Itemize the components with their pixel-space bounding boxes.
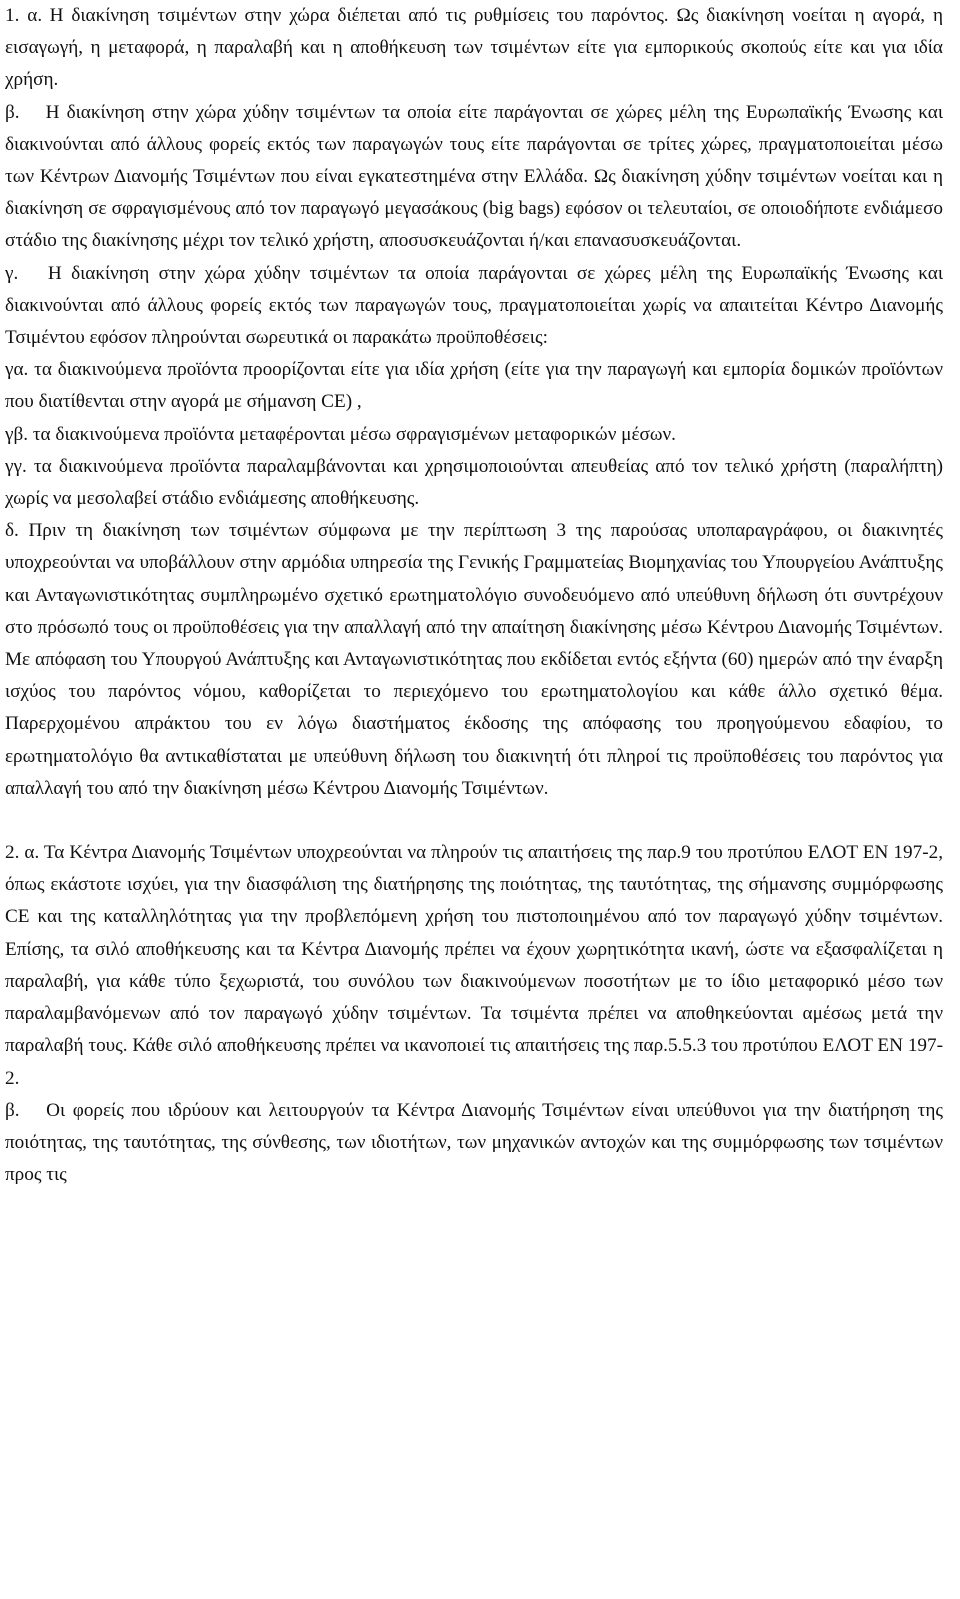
paragraph-1c-a — [5, 354, 943, 418]
paragraph-text: Πριν τη διακίνηση των τσιμέντων σύμφωνα με την περίπτωση 3 της παρούσας υποπαραγράφου, οι διακινητές υποχρεούνται να υποβάλλουν στην αρμόδια υπηρεσία της Γενικής Γραμματείας Βιομηχανίας του Υπουργείου Ανάπτυξης και Ανταγωνιστικότητας συμπληρωμένο σχετικό ερωτηματολόγιο συνοδευόμενο από υπεύθυνη δήλωση ότι συντρέχουν στο πρόσωπό τους οι προϋποθέσεις για την απαλλαγή από την απαίτηση διακίνησης μέσω Κέντρου Διανομής Τσιμέντων. Με απόφαση του Υπουργού Ανάπτυξης και Ανταγωνιστικότητας που εκδίδεται εντός εξήντα (60) ημερών από την έναρξη ισχύος του παρόντος νόμου, καθορίζεται το περιεχόμενο του ερωτηματολογίου και κάθε άλλο σχετικό θέμα. Παρερχομένου απράκτου του εν λόγω διαστήματος έκδοσης της απόφασης του προηγούμενου εδαφίου, το ερωτηματολόγιο θα αντικαθίσταται με υπεύθυνη δήλωση του διακινητή ότι πληροί τις προϋποθέσεις του παρόντος για απαλλαγή του από την διακίνηση μέσω Κέντρου Διανομής Τσιμέντων. — [5, 520, 944, 799]
paragraph-label: β. — [5, 101, 46, 123]
paragraph-label: γα. — [5, 359, 35, 381]
paragraph-label: 2. α. — [5, 842, 44, 864]
paragraph-1b — [5, 97, 943, 258]
paragraph-1c-c — [5, 451, 943, 515]
paragraph-text: τα διακινούμενα προϊόντα παραλαμβάνονται και χρησιμοποιούνται απευθείας από τον τελικό χρήστη (παραλήπτη) χωρίς να μεσολαβεί στάδιο ενδιάμεσης αποθήκευσης. — [5, 455, 943, 510]
paragraph-text: τα διακινούμενα προϊόντα μεταφέρονται μέσω σφραγισμένων μεταφορικών μέσων. — [32, 423, 676, 445]
paragraph-2b — [5, 1095, 943, 1192]
paragraph-text: τα διακινούμενα προϊόντα προορίζονται είτε για ιδία χρήση (είτε για την παραγωγή και εμπορία δομικών προϊόντων που διατίθενται στην αγορά με σήμανση CE) , — [5, 359, 943, 413]
paragraph-text: Η διακίνηση στην χώρα χύδην τσιμέντων τα οποία παράγονται σε χώρες μέλη της Ευρωπαϊκής Ένωσης και διακινούνται από άλλους φορείς εκτός των παραγωγών τους, πραγματοποιείται χωρίς να απαιτείται Κέντρο Διανομής Τσιμέντου εφόσον πληρούνται σωρευτικά οι παρακάτω προϋποθέσεις: — [5, 262, 943, 349]
paragraph-label: γβ. — [5, 423, 33, 445]
paragraph-1d — [5, 515, 943, 805]
paragraph-2a — [5, 837, 943, 1095]
paragraph-label: 1. α. — [5, 5, 50, 26]
section-gap — [5, 805, 943, 837]
paragraph-1a — [5, 0, 943, 97]
paragraph-label: β. — [5, 1099, 47, 1121]
paragraph-text: Η διακίνηση στην χώρα χύδην τσιμέντων τα οποία είτε παράγονται σε χώρες μέλη της Ευρωπαϊκής Ένωσης και διακινούνται από άλλους φορείς εκτός των παραγωγών τους είτε παράγονται σε τρίτες χώρες, πραγματοποιείται μέσω των Κέντρων Διανομής Τσιμέντων που είναι εγκατεστημένα στην Ελλάδα. Ως διακίνηση χύδην τσιμέντων νοείται και η διακίνηση σε σφραγισμένους από τον παραγωγό μεγασάκους (big bags) εφόσον οι τελευταίοι, σε οποιοδήποτε ενδιάμεσο στάδιο της διακίνησης μέχρι τον τελικό χρήστη, αποσυσκευάζονται ή/και επανασυσκευάζονται. — [5, 101, 943, 252]
paragraph-text: Τα Κέντρα Διανομής Τσιμέντων υποχρεούνται να πληρούν τις απαιτήσεις της παρ.9 του προτύπου ΕΛΟΤ ΕΝ 197-2, όπως εκάστοτε ισχύει, για την διασφάλιση της διατήρησης της ποιότητας, της ταυτότητας, της σήμανσης συμμόρφωσης CE και της καταλληλότητας για την προβλεπόμενη χρήση του πιστοποιημένου από τον παραγωγό χύδην τσιμέντων. Επίσης, τα σιλό αποθήκευσης και τα Κέντρα Διανομής πρέπει να έχουν χωρητικότητα ικανή, ώστε να εξασφαλίζεται η παραλαβή, για κάθε τύπο ξεχωριστά, του συνόλου των διακινούμενων ποσοτήτων με το ίδιο μεταφορικό μέσο των παραλαμβανόμενων από τον παραγωγό χύδην τσιμέντων. Τα τσιμέντα πρέπει να αποθηκεύονται αμέσως μετά την παραλαβή τους. Κάθε σιλό αποθήκευσης πρέπει να ικανοποιεί τις απαιτήσεις της παρ.5.5.3 του προτύπου ΕΛΟΤ ΕΝ 197-2. — [5, 842, 943, 1089]
paragraph-text: Οι φορείς που ιδρύουν και λειτουργούν τα Κέντρα Διανομής Τσιμέντων είναι υπεύθυνοι για την διατήρηση της ποιότητας, της ταυτότητας, της σύνθεσης, των ιδιοτήτων, των μηχανικών αντοχών και της συμμόρφωσης των τσιμέντων προς τις — [5, 1099, 943, 1186]
paragraph-text: Η διακίνηση τσιμέντων στην χώρα διέπεται από τις ρυθμίσεις του παρόντος. Ως διακίνηση νοείται η αγορά, η εισαγωγή, η μεταφορά, η παραλαβή και η αποθήκευση των τσιμέντων είτε για εμπορικούς σκοπούς είτε και για ιδία χρήση. — [5, 5, 944, 91]
paragraph-label: δ. — [5, 520, 29, 542]
paragraph-label: γγ. — [5, 455, 34, 477]
paragraph-label: γ. — [5, 262, 48, 284]
paragraph-1c-b — [5, 419, 943, 451]
paragraph-1c — [5, 258, 943, 355]
